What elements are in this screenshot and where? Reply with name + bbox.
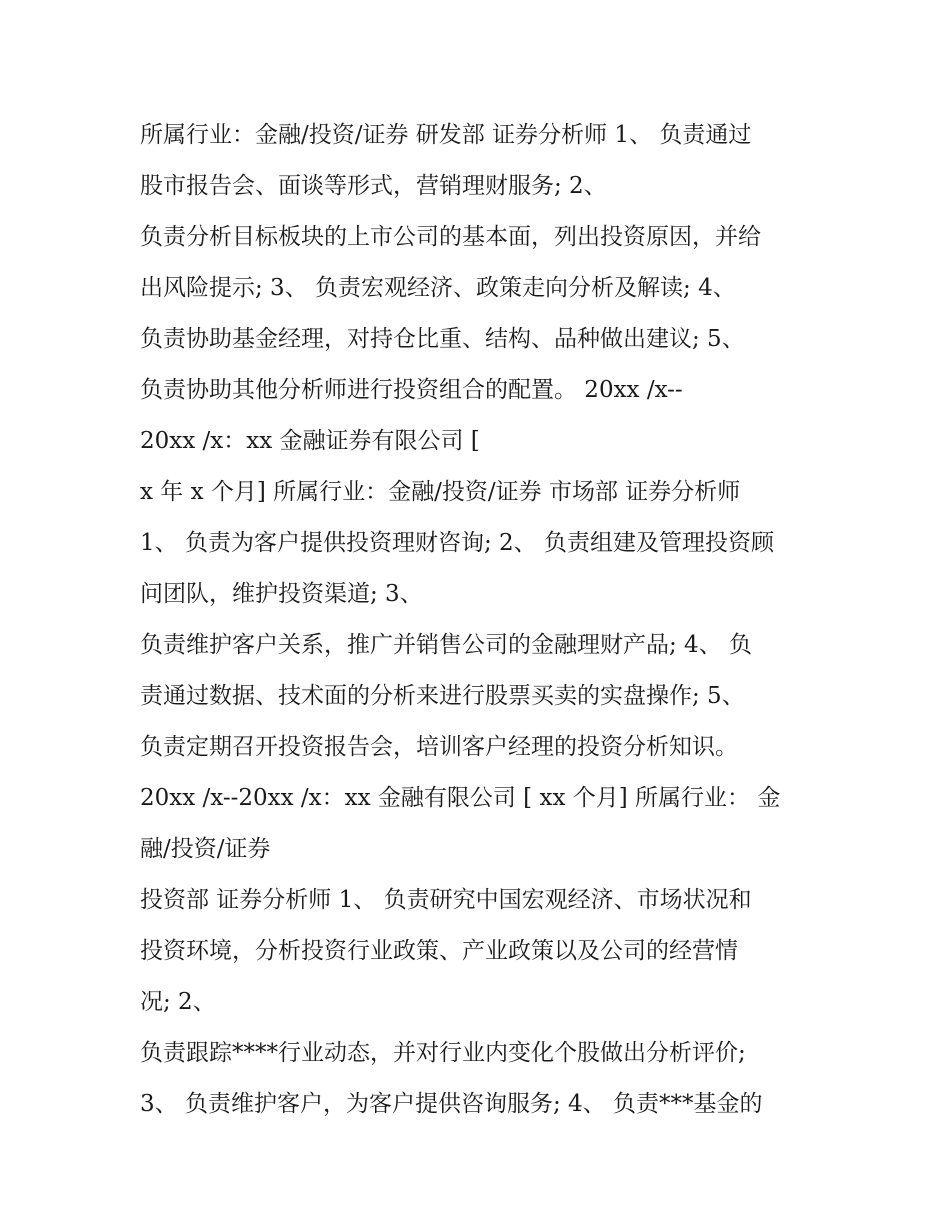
text-line: 问团队，维护投资渠道; 3、 (140, 581, 423, 607)
text-line: 20xx /x--20xx /x：xx 金融有限公司 [ xx 个月] 所属行业： 金 (140, 785, 781, 811)
text-line: 投资环境，分析投资行业政策、产业政策以及公司的经营情 (140, 938, 738, 964)
text-line: 20xx /x：xx 金融证券有限公司 [ (140, 428, 480, 454)
text-line: 负责维护客户关系，推广并销售公司的金融理财产品; 4、 负 (140, 632, 753, 658)
text-line: 况; 2、 (140, 989, 216, 1015)
text-line: x 年 x 个月] 所属行业：金融/投资/证券 市场部 证券分析师 (140, 479, 741, 505)
text-line: 负责跟踪****行业动态，并对行业内变化个股做出分析评价; (140, 1040, 746, 1066)
text-line: 投资部 证券分析师 1、 负责研究中国宏观经济、市场状况和 (140, 887, 752, 913)
text-line: 3、 负责维护客户，为客户提供咨询服务; 4、 负责***基金的 (140, 1091, 763, 1117)
text-line: 出风险提示; 3、 负责宏观经济、政策走向分析及解读; 4、 (140, 275, 736, 301)
text-line: 所属行业：金融/投资/证券 研发部 证券分析师 1、 负责通过 (140, 122, 752, 148)
text-line: 负责协助基金经理，对持仓比重、结构、品种做出建议; 5、 (140, 326, 745, 352)
text-line: 负责分析目标板块的上市公司的基本面，列出投资原因，并给 (140, 224, 761, 250)
text-line: 融/投资/证券 (140, 836, 271, 862)
text-line: 股市报告会、面谈等形式，营销理财服务; 2、 (140, 173, 607, 199)
text-line: 1、 负责为客户提供投资理财咨询; 2、 负责组建及管理投资顾 (140, 530, 774, 556)
document-body (140, 110, 840, 1130)
text-line: 负责定期召开投资报告会，培训客户经理的投资分析知识。 (140, 734, 738, 760)
text-line: 负责协助其他分析师进行投资组合的配置。 20xx /x-- (140, 377, 683, 403)
text-line: 责通过数据、技术面的分析来进行股票买卖的实盘操作; 5、 (140, 683, 745, 709)
